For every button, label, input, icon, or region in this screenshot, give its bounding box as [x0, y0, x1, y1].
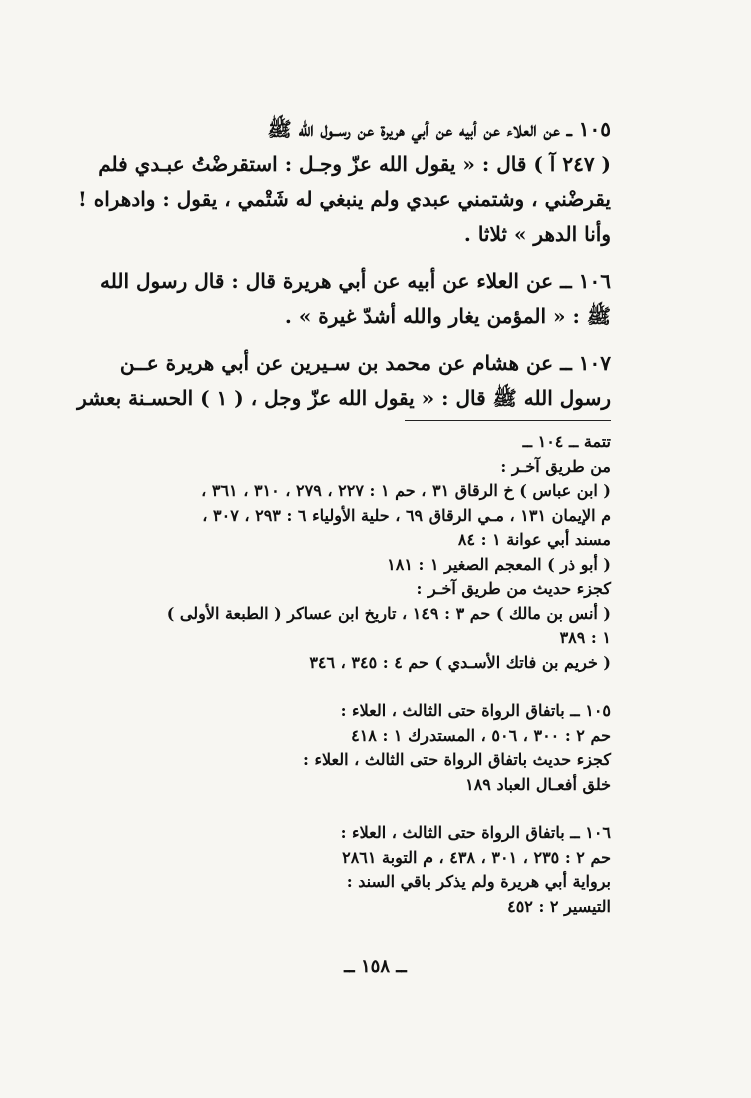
- spacer: [111, 797, 611, 821]
- text-line: وأنا الدهر » ثلاثا .: [463, 222, 611, 246]
- page-number: ــ ١٥٨ ــ: [344, 956, 407, 977]
- spacer: [111, 675, 611, 699]
- note-line: ( أنس بن مالك ) حم ٣ : ١٤٩ ، تاريخ ابن عساكر ( الطبعة الأولى ): [166, 603, 611, 623]
- note-line: حم ٢ : ٢٣٥ ، ٣٠١ ، ٤٣٨ ، م التوبة ٢٨٦١: [342, 847, 611, 867]
- footnote-divider: [405, 420, 611, 421]
- note-line: ( ابن عباس ) خ الرقاق ٣١ ، حم ١ : ٢٢٧ ، ٢٧٩ ، ٣١٠ ، ٣٦١ ،: [201, 481, 611, 500]
- text-line: ١٠٦ ــ عن العلاء عن أبيه عن أبي هريرة قال : قال رسول الله: [100, 269, 611, 293]
- note-line: التيسير ٢ : ٤٥٢: [507, 896, 611, 916]
- note-line: م الإيمان ١٣١ ، مـي الرقاق ٦٩ ، حلية الأولياء ٦ : ٢٩٣ ، ٣٠٧ ،: [202, 505, 611, 525]
- note-block-105: [111, 699, 611, 797]
- note-line: مسند أبي عوانة ١ : ٨٤: [457, 530, 611, 549]
- text-line: ﷺ : « المؤمن يغار والله أشدّ غيرة » .: [284, 304, 611, 328]
- note-line: ١٠٥ ــ باتفاق الرواة حتى الثالث ، العلاء :: [340, 701, 611, 720]
- text-line: ١٠٧ ــ عن هشام عن محمد بن سـيرين عن أبي هريرة عــن: [119, 351, 611, 375]
- text-line: ( ٢٤٧ آ ) قال : « يقول الله عزّ وجـل : استقرضْتُ عبـدي فلم: [98, 152, 611, 176]
- text-line: رسول الله ﷺ قال : « يقول الله عزّ وجل ، ( ١ ) الحسـنة بعشر: [77, 386, 611, 410]
- note-line: ١٠٦ ــ باتفاق الرواة حتى الثالث ، العلاء :: [340, 823, 611, 842]
- note-line: ( خريم بن فاتك الأسـدي ) حم ٤ : ٣٤٥ ، ٣٤٦: [309, 652, 611, 672]
- hadith-107: [77, 346, 611, 416]
- text-line: ١٠٥ ــ عن العلاء عن أبيه عن أبي هريرة عن رســول الله ﷺ: [267, 117, 611, 141]
- note-line: خلق أفعـال العباد ١٨٩: [465, 774, 611, 794]
- main-text: [77, 112, 611, 428]
- note-block-104: [111, 430, 611, 675]
- text-line: يقرضْني ، وشتمني عبدي ولم ينبغي له شَتْمي ، يقول : وادهراه !: [77, 187, 611, 211]
- note-block-106: [111, 821, 611, 919]
- note-line: كجزء حديث من طريق آخـر :: [416, 579, 611, 598]
- note-line: حم ٢ : ٣٠٠ ، ٥٠٦ ، المستدرك ١ : ٤١٨: [351, 725, 611, 745]
- note-line: ١ : ٣٨٩: [559, 628, 611, 647]
- note-line: برواية أبي هريرة ولم يذكر باقي السند :: [346, 872, 611, 891]
- footnotes: [111, 430, 611, 919]
- note-line: كجزء حديث باتفاق الرواة حتى الثالث ، العلاء :: [302, 750, 611, 769]
- hadith-106: [100, 264, 611, 334]
- note-line: تتمة ــ ١٠٤ ــ: [522, 432, 611, 451]
- hadith-105: [77, 112, 611, 252]
- note-line: ( أبو ذر ) المعجم الصغير ١ : ١٨١: [387, 554, 611, 574]
- note-line: من طريق آخـر :: [500, 456, 611, 476]
